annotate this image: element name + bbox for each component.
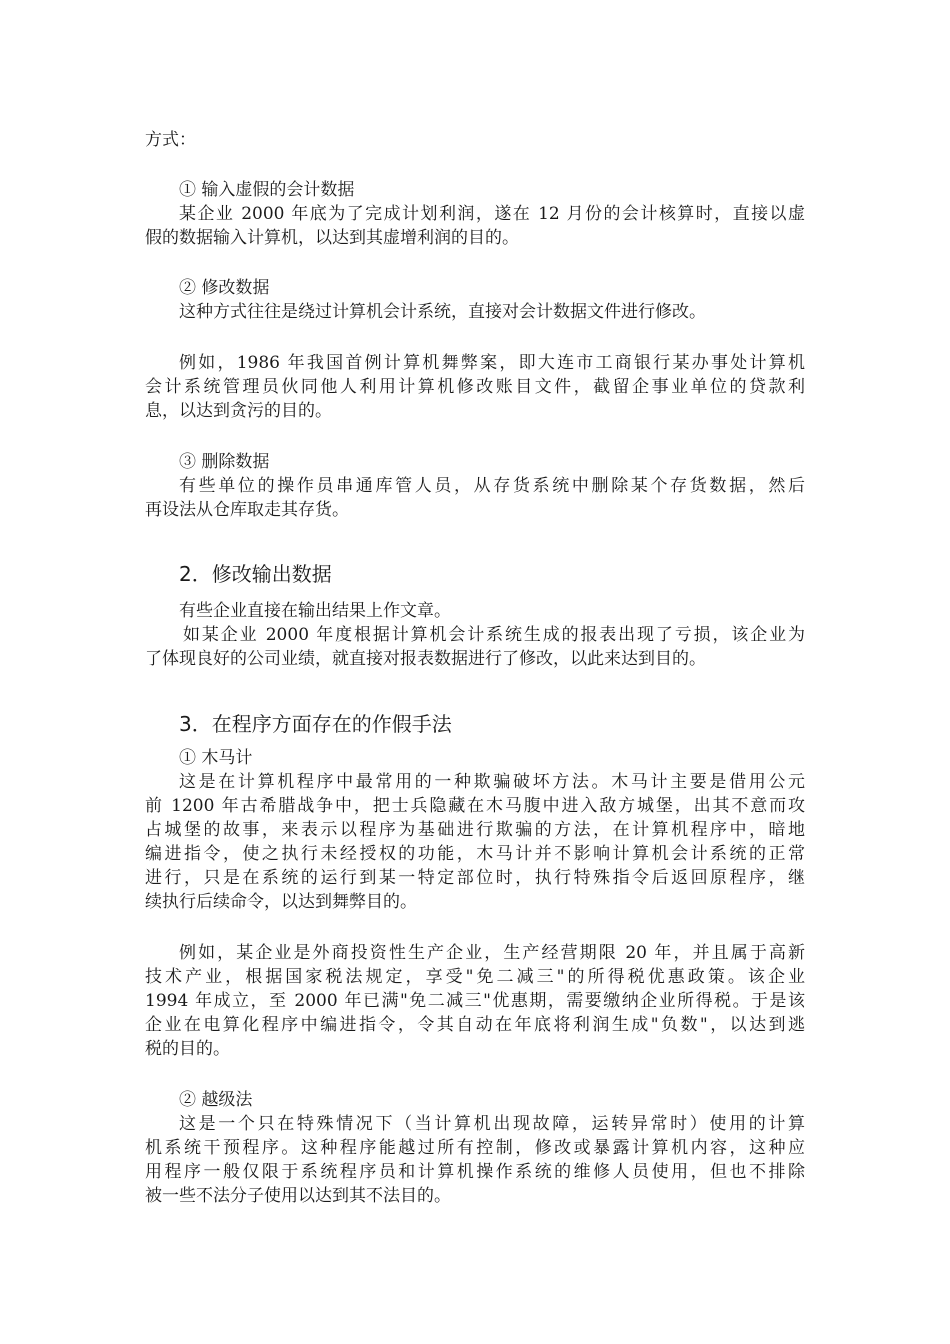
subheading-trojan-horse: ① 木马计: [179, 748, 253, 768]
text-line: 占城堡的故事，来表示以程序为基础进行欺骗的方法，在计算机程序中，暗地: [145, 820, 805, 840]
text-line: 会计系统管理员伙同他人利用计算机修改账目文件，截留企事业单位的贷款利: [145, 377, 805, 397]
text-line: 再设法从仓库取走其存货。: [145, 500, 349, 520]
text-line: 续执行后续命令，以达到舞弊目的。: [145, 892, 417, 912]
section-heading-modify-output: 2．修改输出数据: [179, 562, 332, 586]
text-line: 息，以达到贪污的目的。: [145, 401, 332, 421]
subheading-input-fake-data: ① 输入虚假的会计数据: [179, 180, 355, 200]
text-line: 1994 年成立，至 2000 年已满"免二减三"优惠期，需要缴纳企业所得税。于是该: [145, 991, 805, 1011]
text-line: 有些单位的操作员串通库管人员，从存货系统中删除某个存货数据，然后: [179, 476, 805, 496]
text-line: 税的目的。: [145, 1039, 230, 1059]
text-line: 例如，某企业是外商投资性生产企业，生产经营期限 20 年，并且属于高新: [179, 943, 805, 963]
text-line: 前 1200 年古希腊战争中，把士兵隐藏在木马腹中进入敌方城堡，出其不意而攻: [145, 796, 805, 816]
text-line: 如某企业 2000 年度根据计算机会计系统生成的报表出现了亏损，该企业为: [183, 625, 805, 645]
text-line: 例如，1986 年我国首例计算机舞弊案，即大连市工商银行某办事处计算机: [179, 353, 805, 373]
text-line: 这是在计算机程序中最常用的一种欺骗破坏方法。木马计主要是借用公元: [179, 772, 805, 792]
subheading-delete-data: ③ 删除数据: [179, 452, 270, 472]
text-line: 被一些不法分子使用以达到其不法目的。: [145, 1186, 451, 1206]
section-heading-program-fraud: 3．在程序方面存在的作假手法: [179, 712, 452, 736]
text-line: 假的数据输入计算机，以达到其虚增利润的目的。: [145, 228, 519, 248]
text-line: 技术产业，根据国家税法规定，享受"免二减三"的所得税优惠政策。该企业: [145, 967, 805, 987]
subheading-bypass-method: ② 越级法: [179, 1090, 253, 1110]
text-line: 这种方式往往是绕过计算机会计系统，直接对会计数据文件进行修改。: [179, 302, 706, 322]
text-line: 方式：: [145, 130, 196, 150]
text-line: 某企业 2000 年底为了完成计划利润，遂在 12 月份的会计核算时，直接以虚: [179, 204, 805, 224]
text-line: 有些企业直接在输出结果上作文章。: [179, 601, 451, 621]
subheading-modify-data: ② 修改数据: [179, 278, 270, 298]
text-line: 编进指令，使之执行未经授权的功能，木马计并不影响计算机会计系统的正常: [145, 844, 805, 864]
text-line: 了体现良好的公司业绩，就直接对报表数据进行了修改，以此来达到目的。: [145, 649, 706, 669]
text-line: 这是一个只在特殊情况下（当计算机出现故障，运转异常时）使用的计算: [179, 1114, 805, 1134]
text-line: 进行，只是在系统的运行到某一特定部位时，执行特殊指令后返回原程序，继: [145, 868, 805, 888]
text-line: 机系统干预程序。这种程序能越过所有控制，修改或暴露计算机内容，这种应: [145, 1138, 805, 1158]
text-line: 企业在电算化程序中编进指令，令其自动在年底将利润生成"负数"，以达到逃: [145, 1015, 805, 1035]
text-line: 用程序一般仅限于系统程序员和计算机操作系统的维修人员使用，但也不排除: [145, 1162, 805, 1182]
